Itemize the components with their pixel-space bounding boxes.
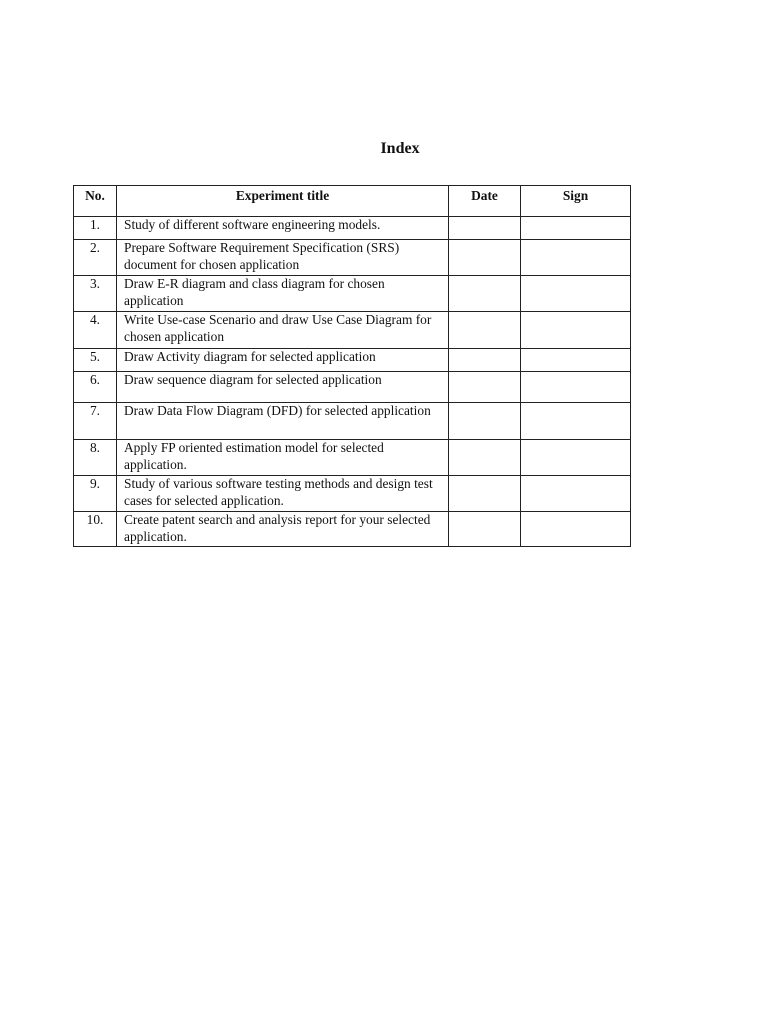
- date-cell: [449, 312, 521, 349]
- experiment-title: Create patent search and analysis report for your selected application.: [117, 512, 449, 547]
- table-row: [74, 440, 631, 476]
- experiment-title: Write Use-case Scenario and draw Use Case Diagram for chosen application: [117, 312, 449, 349]
- index-table: [73, 185, 631, 547]
- table-row: [74, 312, 631, 349]
- table-row: [74, 403, 631, 440]
- row-number: 6.: [74, 372, 117, 403]
- sign-cell: [521, 440, 631, 476]
- experiment-title: Apply FP oriented estimation model for selected application.: [117, 440, 449, 476]
- experiment-title: Draw Activity diagram for selected application: [117, 349, 449, 372]
- row-number: 2.: [74, 240, 117, 276]
- date-cell: [449, 403, 521, 440]
- table-row: [74, 372, 631, 403]
- sign-cell: [521, 372, 631, 403]
- date-cell: [449, 512, 521, 547]
- row-number: 3.: [74, 276, 117, 312]
- sign-cell: [521, 349, 631, 372]
- experiment-title: Study of different software engineering models.: [117, 217, 449, 240]
- experiment-title: Study of various software testing methods and design test cases for selected application.: [117, 476, 449, 512]
- table-row: [74, 476, 631, 512]
- row-number: 9.: [74, 476, 117, 512]
- row-number: 4.: [74, 312, 117, 349]
- experiment-title: Draw E-R diagram and class diagram for chosen application: [117, 276, 449, 312]
- sign-cell: [521, 240, 631, 276]
- experiment-title: Draw sequence diagram for selected application: [117, 372, 449, 403]
- row-number: 1.: [74, 217, 117, 240]
- column-header-no: No.: [74, 186, 117, 217]
- column-header-sign: Sign: [521, 186, 631, 217]
- table-row: [74, 276, 631, 312]
- sign-cell: [521, 403, 631, 440]
- date-cell: [449, 276, 521, 312]
- experiment-title: Draw Data Flow Diagram (DFD) for selected application: [117, 403, 449, 440]
- table-row: [74, 217, 631, 240]
- row-number: 10.: [74, 512, 117, 547]
- date-cell: [449, 372, 521, 403]
- table-header-row: [74, 186, 631, 217]
- table-row: [74, 512, 631, 547]
- date-cell: [449, 349, 521, 372]
- experiment-title: Prepare Software Requirement Specification (SRS) document for chosen application: [117, 240, 449, 276]
- sign-cell: [521, 217, 631, 240]
- sign-cell: [521, 276, 631, 312]
- date-cell: [449, 240, 521, 276]
- table-row: [74, 349, 631, 372]
- column-header-date: Date: [449, 186, 521, 217]
- date-cell: [449, 217, 521, 240]
- row-number: 5.: [74, 349, 117, 372]
- sign-cell: [521, 476, 631, 512]
- page-title: Index: [380, 140, 420, 157]
- date-cell: [449, 440, 521, 476]
- row-number: 8.: [74, 440, 117, 476]
- sign-cell: [521, 512, 631, 547]
- sign-cell: [521, 312, 631, 349]
- table-row: [74, 240, 631, 276]
- date-cell: [449, 476, 521, 512]
- row-number: 7.: [74, 403, 117, 440]
- column-header-title: Experiment title: [117, 186, 449, 217]
